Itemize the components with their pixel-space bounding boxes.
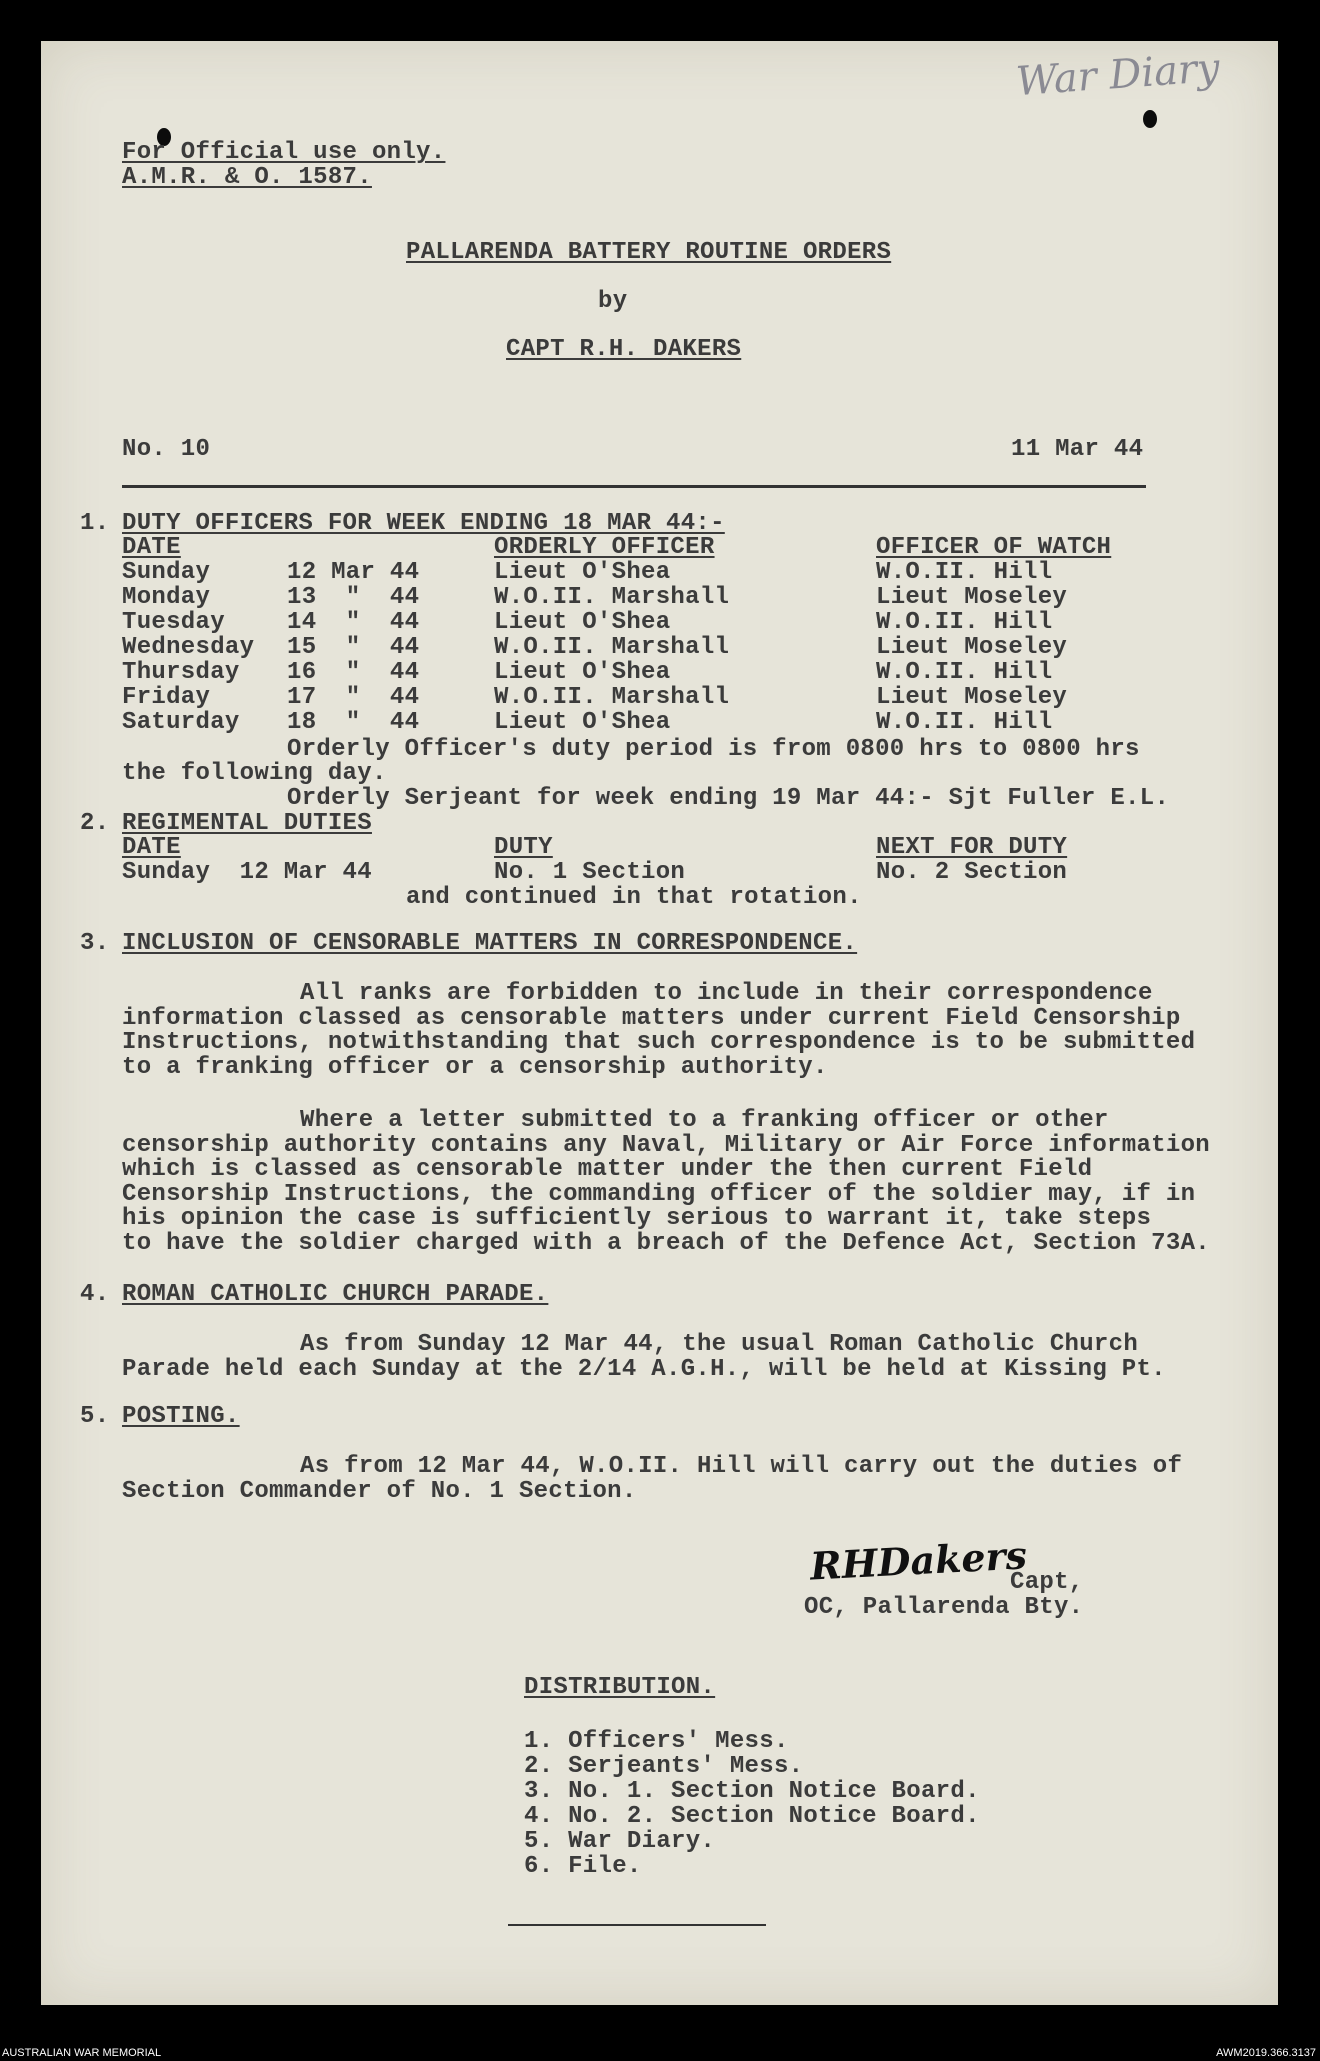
table-cell: 18 " 44 — [287, 709, 420, 736]
table-cell: No. 1 Section — [494, 859, 686, 886]
section-heading: REGIMENTAL DUTIES — [122, 810, 372, 837]
column-header-duty: DUTY — [494, 834, 553, 861]
table-cell: Lieut Moseley — [876, 634, 1068, 661]
signature-unit: OC, Pallarenda Bty. — [804, 1594, 1084, 1621]
table-cell: W.O.II. Hill — [876, 559, 1053, 586]
paragraph-line: Section Commander of No. 1 Section. — [122, 1477, 637, 1505]
section-heading: POSTING. — [122, 1403, 240, 1430]
section-number: 1. — [80, 510, 110, 537]
table-cell: 13 " 44 — [287, 584, 420, 611]
section-heading: DUTY OFFICERS FOR WEEK ENDING 18 MAR 44:- — [122, 510, 725, 537]
table-cell: 16 " 44 — [287, 659, 420, 686]
paragraph-line: Where a letter submitted to a franking officer or other — [300, 1107, 1109, 1134]
table-cell: Tuesday — [122, 609, 225, 636]
document-title: PALLARENDA BATTERY ROUTINE ORDERS — [406, 239, 892, 266]
section-number: 5. — [80, 1403, 110, 1430]
table-cell: W.O.II. Marshall — [494, 684, 730, 711]
distribution-item: 1. Officers' Mess. — [524, 1728, 789, 1755]
table-cell: Lieut O'Shea — [494, 559, 671, 586]
paragraph-line: to a franking officer or a censorship authority. — [122, 1053, 828, 1081]
distribution-item: 2. Serjeants' Mess. — [524, 1753, 804, 1780]
paragraph-line: As from 12 Mar 44, W.O.II. Hill will carry out the duties of — [300, 1453, 1183, 1480]
table-cell: No. 2 Section — [876, 859, 1068, 886]
footer-right: AWM2019.366.3137 — [1216, 2047, 1316, 2059]
order-reference: A.M.R. & O. 1587. — [122, 164, 372, 191]
distribution-heading: DISTRIBUTION. — [524, 1674, 716, 1701]
section-number: 4. — [80, 1281, 110, 1308]
rotation-note: and continued in that rotation. — [406, 884, 862, 911]
paragraph-line: to have the soldier charged with a breach of the Defence Act, Section 73A. — [122, 1229, 1210, 1257]
table-cell: 14 " 44 — [287, 609, 420, 636]
column-header-orderly: ORDERLY OFFICER — [494, 534, 715, 561]
distribution-item: 3. No. 1. Section Notice Board. — [524, 1778, 980, 1805]
author: CAPT R.H. DAKERS — [506, 336, 742, 363]
restriction-note: For Official use only. — [122, 139, 446, 166]
paragraph-line: All ranks are forbidden to include in their correspondence — [300, 980, 1153, 1007]
signature-rank: Capt, — [1010, 1569, 1084, 1596]
column-header-date: DATE — [122, 534, 181, 561]
paragraph-line: Parade held each Sunday at the 2/14 A.G.H., will be held at Kissing Pt. — [122, 1355, 1166, 1383]
footer-left: AUSTRALIAN WAR MEMORIAL — [2, 2047, 162, 2059]
paragraph-line: his opinion the case is sufficiently serious to warrant it, take steps — [122, 1205, 1152, 1232]
distribution-item: 6. File. — [524, 1853, 642, 1880]
table-cell: 12 Mar 44 — [287, 559, 420, 586]
table-cell: W.O.II. Marshall — [494, 584, 730, 611]
table-cell: 15 " 44 — [287, 634, 420, 661]
by-line: by — [598, 288, 628, 315]
table-cell: W.O.II. Hill — [876, 709, 1053, 736]
punch-hole — [1143, 110, 1157, 128]
table-cell: Lieut O'Shea — [494, 659, 671, 686]
distribution-item: 4. No. 2. Section Notice Board. — [524, 1803, 980, 1830]
paragraph-line: As from Sunday 12 Mar 44, the usual Roman Catholic Church — [300, 1331, 1139, 1358]
paragraph-line: Censorship Instructions, the commanding officer of the soldier may, if in — [122, 1180, 1196, 1208]
table-cell: Wednesday — [122, 634, 255, 661]
table-cell: W.O.II. Marshall — [494, 634, 730, 661]
table-cell: Thursday — [122, 659, 240, 686]
order-date: 11 Mar 44 — [1011, 436, 1144, 463]
table-cell: Lieut O'Shea — [494, 709, 671, 736]
table-cell: Lieut O'Shea — [494, 609, 671, 636]
column-header-watch: OFFICER OF WATCH — [876, 534, 1112, 561]
table-cell: Sunday — [122, 559, 211, 586]
table-cell: Sunday 12 Mar 44 — [122, 859, 372, 886]
paragraph-line: Instructions, notwithstanding that such correspondence is to be submitted — [122, 1029, 1196, 1056]
header-rule — [122, 485, 1146, 488]
table-cell: 17 " 44 — [287, 684, 420, 711]
table-cell: Lieut Moseley — [876, 684, 1068, 711]
table-cell: Monday — [122, 584, 211, 611]
distribution-item: 5. War Diary. — [524, 1828, 716, 1855]
paragraph-line: censorship authority contains any Naval, Military or Air Force information — [122, 1131, 1210, 1159]
column-header-next: NEXT FOR DUTY — [876, 834, 1068, 861]
section-number: 2. — [80, 810, 110, 837]
duty-note: Orderly Officer's duty period is from 0800 hrs to 0800 hrs — [287, 736, 1140, 763]
end-rule — [508, 1924, 766, 1926]
table-cell: W.O.II. Hill — [876, 609, 1053, 636]
paragraph-line: which is classed as censorable matter under the then current Field — [122, 1156, 1093, 1183]
table-cell: W.O.II. Hill — [876, 659, 1053, 686]
section-number: 3. — [80, 930, 110, 957]
column-header-date: DATE — [122, 834, 181, 861]
serjeant-note: Orderly Serjeant for week ending 19 Mar 44:- Sjt Fuller E.L. — [287, 785, 1170, 812]
war-diary-annotation: War Diary — [1014, 44, 1222, 106]
section-heading: INCLUSION OF CENSORABLE MATTERS IN CORRESPONDENCE. — [122, 930, 858, 957]
handwritten-signature: RHDakers — [808, 1532, 1029, 1589]
section-heading: ROMAN CATHOLIC CHURCH PARADE. — [122, 1281, 549, 1308]
table-cell: Saturday — [122, 709, 240, 736]
paragraph-line: information classed as censorable matters under current Field Censorship — [122, 1004, 1181, 1032]
duty-note: the following day. — [122, 760, 387, 787]
table-cell: Lieut Moseley — [876, 584, 1068, 611]
table-cell: Friday — [122, 684, 211, 711]
order-number: No. 10 — [122, 436, 211, 463]
